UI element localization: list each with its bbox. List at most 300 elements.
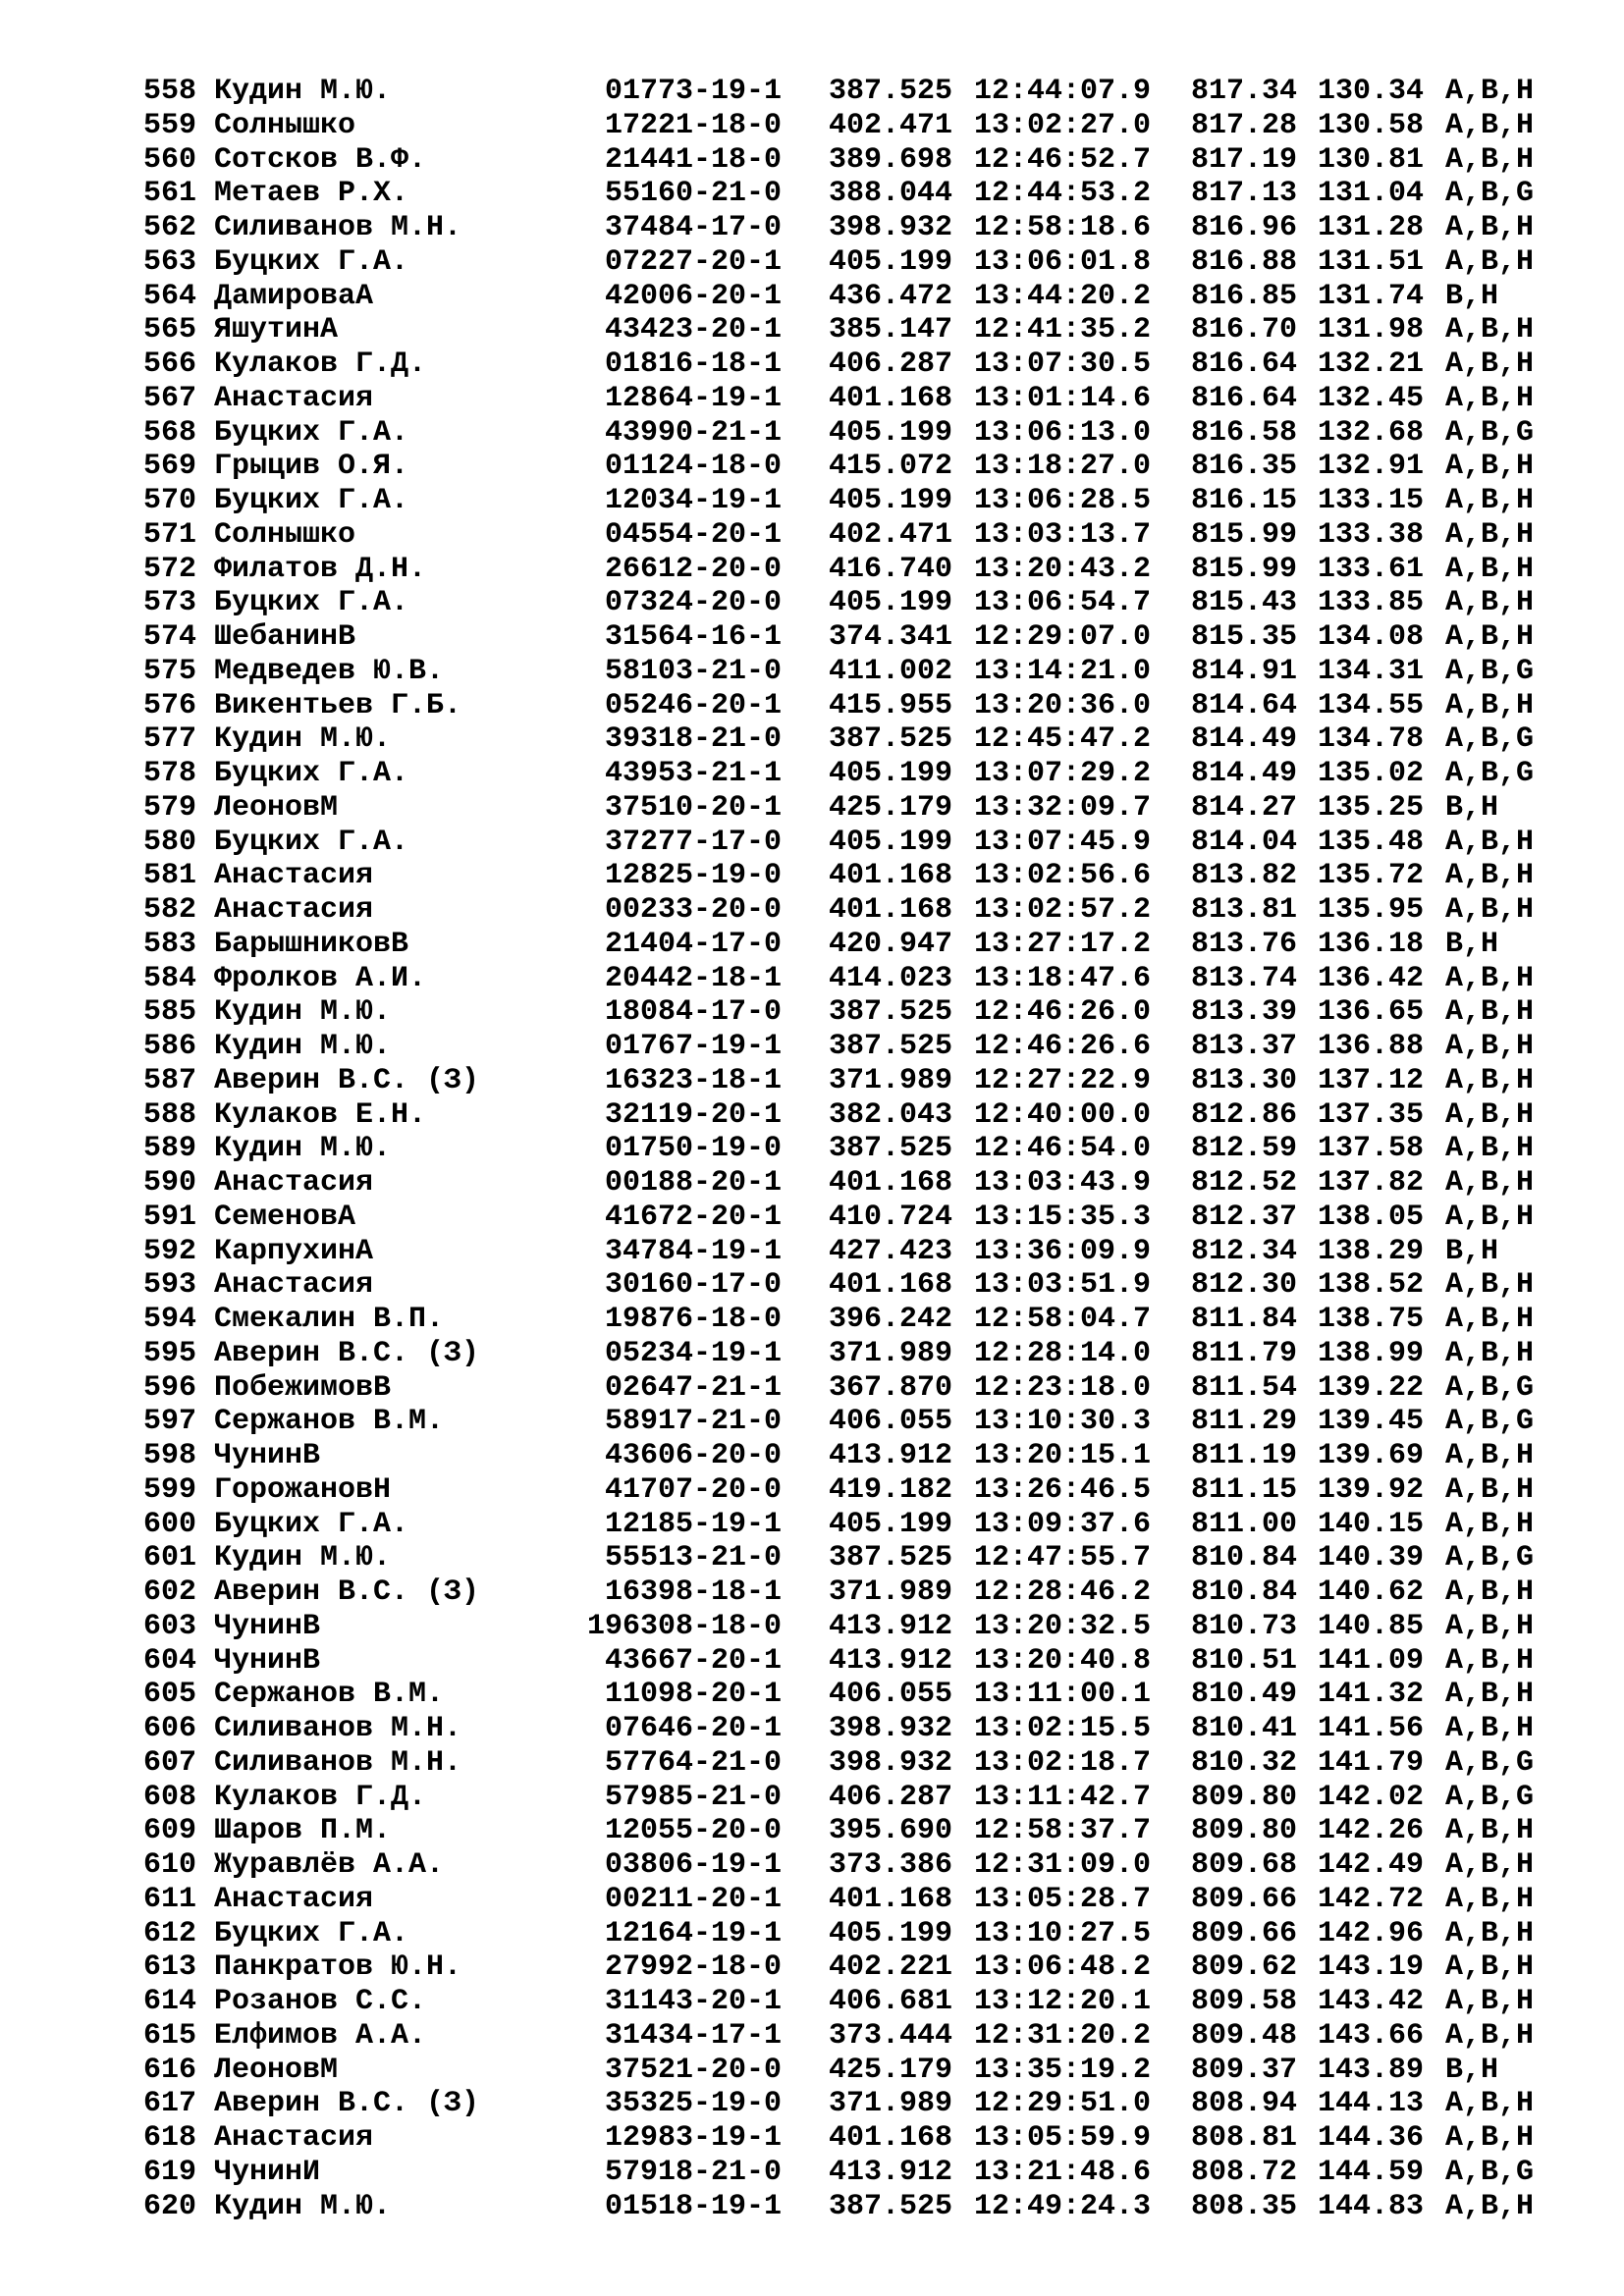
coefficient-value: 138.05 <box>1318 1200 1425 1234</box>
fancier-name: Аверин В.С. (З) <box>214 2087 480 2121</box>
distance-km: 398.932 <box>829 1745 953 1780</box>
speed-value: 811.54 <box>1191 1370 1298 1405</box>
fancier-name: Буцких Г.А. <box>214 825 409 859</box>
ring-number: 05234-19-1 <box>604 1336 782 1370</box>
fancier-name: Анастасия <box>214 1268 374 1303</box>
arrival-time: 13:06:54.7 <box>974 586 1152 620</box>
place-number: 615 <box>143 2018 197 2053</box>
ring-number: 21441-18-0 <box>604 142 782 177</box>
category-tags: B,H <box>1445 927 1499 961</box>
distance-km: 420.947 <box>829 927 953 961</box>
arrival-time: 13:20:43.2 <box>974 552 1152 586</box>
fancier-name: Сержанов В.М. <box>214 1405 445 1439</box>
arrival-time: 12:23:18.0 <box>974 1370 1152 1405</box>
category-tags: A,B,G <box>1445 415 1535 450</box>
ring-number: 16398-18-1 <box>604 1575 782 1609</box>
place-number: 560 <box>143 142 197 177</box>
category-tags: A,B,H <box>1445 1268 1535 1303</box>
coefficient-value: 139.69 <box>1318 1439 1425 1472</box>
distance-km: 402.221 <box>829 1950 953 1985</box>
coefficient-value: 136.65 <box>1318 995 1425 1030</box>
category-tags: A,B,G <box>1445 722 1535 757</box>
ring-number: 32119-20-1 <box>604 1097 782 1132</box>
distance-km: 405.199 <box>829 415 953 450</box>
category-tags: A,B,G <box>1445 654 1535 688</box>
coefficient-value: 138.99 <box>1318 1336 1425 1370</box>
fancier-name: Сержанов В.М. <box>214 1678 445 1712</box>
category-tags: A,B,H <box>1445 1336 1535 1370</box>
arrival-time: 13:02:56.6 <box>974 859 1152 893</box>
fancier-name: Анастасия <box>214 893 374 927</box>
ring-number: 12034-19-1 <box>604 484 782 517</box>
place-number: 564 <box>143 279 197 313</box>
coefficient-value: 133.38 <box>1318 517 1425 552</box>
ring-number: 19876-18-0 <box>604 1303 782 1336</box>
arrival-time: 13:11:00.1 <box>974 1678 1152 1712</box>
ring-number: 42006-20-1 <box>604 279 782 313</box>
place-number: 584 <box>143 961 197 995</box>
ring-number: 07227-20-1 <box>604 244 782 279</box>
fancier-name: Сотсков В.Ф. <box>214 142 427 177</box>
category-tags: A,B,H <box>1445 1166 1535 1200</box>
category-tags: A,B,H <box>1445 1950 1535 1985</box>
place-number: 609 <box>143 1814 197 1848</box>
place-number: 587 <box>143 1063 197 1097</box>
fancier-name: Метаев Р.Х. <box>214 177 409 211</box>
coefficient-value: 136.18 <box>1318 927 1425 961</box>
arrival-time: 13:18:27.0 <box>974 450 1152 484</box>
distance-km: 387.525 <box>829 75 953 108</box>
coefficient-value: 140.62 <box>1318 1575 1425 1609</box>
distance-km: 405.199 <box>829 1507 953 1541</box>
speed-value: 813.76 <box>1191 927 1298 961</box>
fancier-name: Кулаков Е.Н. <box>214 1097 427 1132</box>
arrival-time: 13:07:30.5 <box>974 347 1152 381</box>
ring-number: 37510-20-1 <box>604 790 782 825</box>
distance-km: 413.912 <box>829 1609 953 1643</box>
distance-km: 398.932 <box>829 211 953 244</box>
distance-km: 405.199 <box>829 484 953 517</box>
arrival-time: 13:12:20.1 <box>974 1985 1152 2018</box>
arrival-time: 13:01:14.6 <box>974 381 1152 415</box>
coefficient-value: 130.34 <box>1318 75 1425 108</box>
distance-km: 371.989 <box>829 1336 953 1370</box>
ring-number: 31143-20-1 <box>604 1985 782 2018</box>
place-number: 574 <box>143 620 197 654</box>
ring-number: 37484-17-0 <box>604 211 782 244</box>
category-tags: A,B,H <box>1445 825 1535 859</box>
ring-number: 20442-18-1 <box>604 961 782 995</box>
coefficient-value: 141.32 <box>1318 1678 1425 1712</box>
place-number: 594 <box>143 1303 197 1336</box>
speed-value: 812.34 <box>1191 1234 1298 1268</box>
arrival-time: 13:21:48.6 <box>974 2155 1152 2189</box>
arrival-time: 13:20:40.8 <box>974 1643 1152 1678</box>
arrival-time: 12:27:22.9 <box>974 1063 1152 1097</box>
ring-number: 55160-21-0 <box>604 177 782 211</box>
category-tags: A,B,H <box>1445 859 1535 893</box>
coefficient-value: 138.52 <box>1318 1268 1425 1303</box>
speed-value: 808.81 <box>1191 2121 1298 2155</box>
category-tags: A,B,H <box>1445 995 1535 1030</box>
category-tags: A,B,G <box>1445 2155 1535 2189</box>
coefficient-value: 144.13 <box>1318 2087 1425 2121</box>
fancier-name: Викентьев Г.Б. <box>214 688 462 722</box>
speed-value: 813.39 <box>1191 995 1298 1030</box>
arrival-time: 12:31:09.0 <box>974 1848 1152 1882</box>
speed-value: 816.88 <box>1191 244 1298 279</box>
fancier-name: Буцких Г.А. <box>214 484 409 517</box>
coefficient-value: 139.92 <box>1318 1472 1425 1507</box>
place-number: 579 <box>143 790 197 825</box>
category-tags: A,B,H <box>1445 1882 1535 1916</box>
category-tags: A,B,G <box>1445 177 1535 211</box>
arrival-time: 12:40:00.0 <box>974 1097 1152 1132</box>
coefficient-value: 132.91 <box>1318 450 1425 484</box>
category-tags: A,B,H <box>1445 1097 1535 1132</box>
place-number: 620 <box>143 2189 197 2223</box>
coefficient-value: 135.48 <box>1318 825 1425 859</box>
coefficient-value: 131.98 <box>1318 313 1425 347</box>
category-tags: A,B,H <box>1445 2087 1535 2121</box>
distance-km: 416.740 <box>829 552 953 586</box>
arrival-time: 13:02:15.5 <box>974 1712 1152 1745</box>
coefficient-value: 133.15 <box>1318 484 1425 517</box>
speed-value: 810.32 <box>1191 1745 1298 1780</box>
category-tags: A,B,H <box>1445 893 1535 927</box>
speed-value: 814.49 <box>1191 757 1298 790</box>
speed-value: 813.37 <box>1191 1030 1298 1063</box>
speed-value: 811.19 <box>1191 1439 1298 1472</box>
category-tags: A,B,H <box>1445 1985 1535 2018</box>
place-number: 573 <box>143 586 197 620</box>
ring-number: 18084-17-0 <box>604 995 782 1030</box>
ring-number: 27992-18-0 <box>604 1950 782 1985</box>
place-number: 607 <box>143 1745 197 1780</box>
category-tags: A,B,H <box>1445 1132 1535 1166</box>
arrival-time: 13:03:13.7 <box>974 517 1152 552</box>
arrival-time: 12:28:14.0 <box>974 1336 1152 1370</box>
category-tags: A,B,H <box>1445 2018 1535 2053</box>
fancier-name: Фролков А.И. <box>214 961 427 995</box>
ring-number: 00211-20-1 <box>604 1882 782 1916</box>
coefficient-value: 136.88 <box>1318 1030 1425 1063</box>
distance-km: 406.287 <box>829 1780 953 1814</box>
coefficient-value: 144.83 <box>1318 2189 1425 2223</box>
place-number: 581 <box>143 859 197 893</box>
arrival-time: 12:46:26.0 <box>974 995 1152 1030</box>
ring-number: 01518-19-1 <box>604 2189 782 2223</box>
arrival-time: 13:05:28.7 <box>974 1882 1152 1916</box>
coefficient-value: 143.89 <box>1318 2053 1425 2087</box>
fancier-name: Кудин М.Ю. <box>214 1541 392 1575</box>
category-tags: B,H <box>1445 279 1499 313</box>
place-number: 561 <box>143 177 197 211</box>
coefficient-value: 142.72 <box>1318 1882 1425 1916</box>
category-tags: A,B,H <box>1445 688 1535 722</box>
distance-km: 373.386 <box>829 1848 953 1882</box>
fancier-name: Аверин В.С. (З) <box>214 1575 480 1609</box>
arrival-time: 13:02:18.7 <box>974 1745 1152 1780</box>
arrival-time: 13:35:19.2 <box>974 2053 1152 2087</box>
speed-value: 809.62 <box>1191 1950 1298 1985</box>
distance-km: 398.932 <box>829 1712 953 1745</box>
ring-number: 12185-19-1 <box>604 1507 782 1541</box>
category-tags: A,B,G <box>1445 1745 1535 1780</box>
distance-km: 405.199 <box>829 1916 953 1950</box>
coefficient-value: 141.56 <box>1318 1712 1425 1745</box>
place-number: 577 <box>143 722 197 757</box>
distance-km: 413.912 <box>829 1439 953 1472</box>
coefficient-value: 132.45 <box>1318 381 1425 415</box>
arrival-time: 13:02:27.0 <box>974 108 1152 142</box>
arrival-time: 13:27:17.2 <box>974 927 1152 961</box>
place-number: 586 <box>143 1030 197 1063</box>
speed-value: 814.64 <box>1191 688 1298 722</box>
ring-number: 12983-19-1 <box>604 2121 782 2155</box>
coefficient-value: 134.31 <box>1318 654 1425 688</box>
fancier-name: Шаров П.М. <box>214 1814 392 1848</box>
ring-number: 01816-18-1 <box>604 347 782 381</box>
distance-km: 410.724 <box>829 1200 953 1234</box>
category-tags: A,B,H <box>1445 586 1535 620</box>
coefficient-value: 144.59 <box>1318 2155 1425 2189</box>
place-number: 589 <box>143 1132 197 1166</box>
coefficient-value: 137.12 <box>1318 1063 1425 1097</box>
fancier-name: Кудин М.Ю. <box>214 1132 392 1166</box>
ring-number: 31434-17-1 <box>604 2018 782 2053</box>
speed-value: 809.80 <box>1191 1780 1298 1814</box>
arrival-time: 12:46:26.6 <box>974 1030 1152 1063</box>
speed-value: 817.19 <box>1191 142 1298 177</box>
ring-number: 11098-20-1 <box>604 1678 782 1712</box>
place-number: 601 <box>143 1541 197 1575</box>
arrival-time: 13:32:09.7 <box>974 790 1152 825</box>
speed-value: 809.66 <box>1191 1882 1298 1916</box>
arrival-time: 12:28:46.2 <box>974 1575 1152 1609</box>
arrival-time: 13:20:32.5 <box>974 1609 1152 1643</box>
arrival-time: 13:10:30.3 <box>974 1405 1152 1439</box>
coefficient-value: 137.58 <box>1318 1132 1425 1166</box>
distance-km: 406.055 <box>829 1678 953 1712</box>
arrival-time: 13:44:20.2 <box>974 279 1152 313</box>
fancier-name: БарышниковВ <box>214 927 409 961</box>
place-number: 566 <box>143 347 197 381</box>
ring-number: 01750-19-0 <box>604 1132 782 1166</box>
coefficient-value: 135.02 <box>1318 757 1425 790</box>
ring-number: 17221-18-0 <box>604 108 782 142</box>
distance-km: 387.525 <box>829 1541 953 1575</box>
speed-value: 815.99 <box>1191 517 1298 552</box>
place-number: 619 <box>143 2155 197 2189</box>
speed-value: 809.80 <box>1191 1814 1298 1848</box>
speed-value: 816.58 <box>1191 415 1298 450</box>
category-tags: A,B,H <box>1445 108 1535 142</box>
speed-value: 812.59 <box>1191 1132 1298 1166</box>
arrival-time: 13:06:48.2 <box>974 1950 1152 1985</box>
place-number: 591 <box>143 1200 197 1234</box>
ring-number: 00188-20-1 <box>604 1166 782 1200</box>
category-tags: A,B,G <box>1445 1370 1535 1405</box>
fancier-name: Анастасия <box>214 1166 374 1200</box>
coefficient-value: 132.68 <box>1318 415 1425 450</box>
place-number: 559 <box>143 108 197 142</box>
ring-number: 37277-17-0 <box>604 825 782 859</box>
coefficient-value: 133.85 <box>1318 586 1425 620</box>
distance-km: 382.043 <box>829 1097 953 1132</box>
distance-km: 406.681 <box>829 1985 953 2018</box>
category-tags: A,B,H <box>1445 1507 1535 1541</box>
fancier-name: Кудин М.Ю. <box>214 722 392 757</box>
coefficient-value: 139.22 <box>1318 1370 1425 1405</box>
fancier-name: Солнышко <box>214 108 356 142</box>
category-tags: A,B,H <box>1445 1303 1535 1336</box>
place-number: 593 <box>143 1268 197 1303</box>
place-number: 563 <box>143 244 197 279</box>
speed-value: 810.84 <box>1191 1541 1298 1575</box>
fancier-name: Анастасия <box>214 2121 374 2155</box>
arrival-time: 12:45:47.2 <box>974 722 1152 757</box>
place-number: 613 <box>143 1950 197 1985</box>
category-tags: A,B,H <box>1445 1916 1535 1950</box>
distance-km: 406.055 <box>829 1405 953 1439</box>
category-tags: B,H <box>1445 1234 1499 1268</box>
place-number: 565 <box>143 313 197 347</box>
coefficient-value: 141.79 <box>1318 1745 1425 1780</box>
speed-value: 808.94 <box>1191 2087 1298 2121</box>
place-number: 588 <box>143 1097 197 1132</box>
speed-value: 817.28 <box>1191 108 1298 142</box>
coefficient-value: 130.58 <box>1318 108 1425 142</box>
category-tags: A,B,H <box>1445 1063 1535 1097</box>
arrival-time: 12:58:37.7 <box>974 1814 1152 1848</box>
speed-value: 815.99 <box>1191 552 1298 586</box>
fancier-name: Анастасия <box>214 1882 374 1916</box>
fancier-name: ЛеоновМ <box>214 2053 339 2087</box>
distance-km: 387.525 <box>829 2189 953 2223</box>
distance-km: 402.471 <box>829 517 953 552</box>
distance-km: 371.989 <box>829 1575 953 1609</box>
arrival-time: 12:46:52.7 <box>974 142 1152 177</box>
arrival-time: 13:03:43.9 <box>974 1166 1152 1200</box>
arrival-time: 13:26:46.5 <box>974 1472 1152 1507</box>
place-number: 604 <box>143 1643 197 1678</box>
fancier-name: Буцких Г.А. <box>214 415 409 450</box>
distance-km: 388.044 <box>829 177 953 211</box>
coefficient-value: 141.09 <box>1318 1643 1425 1678</box>
ring-number: 12055-20-0 <box>604 1814 782 1848</box>
speed-value: 809.66 <box>1191 1916 1298 1950</box>
arrival-time: 12:44:53.2 <box>974 177 1152 211</box>
place-number: 612 <box>143 1916 197 1950</box>
distance-km: 415.072 <box>829 450 953 484</box>
speed-value: 811.29 <box>1191 1405 1298 1439</box>
category-tags: A,B,G <box>1445 1780 1535 1814</box>
ring-number: 58917-21-0 <box>604 1405 782 1439</box>
speed-value: 817.34 <box>1191 75 1298 108</box>
ring-number: 196308-18-0 <box>586 1609 782 1643</box>
category-tags: A,B,H <box>1445 620 1535 654</box>
ring-number: 12864-19-1 <box>604 381 782 415</box>
ring-number: 58103-21-0 <box>604 654 782 688</box>
distance-km: 405.199 <box>829 825 953 859</box>
speed-value: 816.15 <box>1191 484 1298 517</box>
ring-number: 07646-20-1 <box>604 1712 782 1745</box>
speed-value: 810.84 <box>1191 1575 1298 1609</box>
place-number: 611 <box>143 1882 197 1916</box>
arrival-time: 13:20:36.0 <box>974 688 1152 722</box>
fancier-name: Грыцив О.Я. <box>214 450 409 484</box>
arrival-time: 13:05:59.9 <box>974 2121 1152 2155</box>
speed-value: 816.85 <box>1191 279 1298 313</box>
distance-km: 419.182 <box>829 1472 953 1507</box>
arrival-time: 12:58:18.6 <box>974 211 1152 244</box>
category-tags: A,B,H <box>1445 2121 1535 2155</box>
ring-number: 07324-20-0 <box>604 586 782 620</box>
place-number: 558 <box>143 75 197 108</box>
ring-number: 39318-21-0 <box>604 722 782 757</box>
coefficient-value: 143.66 <box>1318 2018 1425 2053</box>
arrival-time: 13:14:21.0 <box>974 654 1152 688</box>
fancier-name: Кулаков Г.Д. <box>214 1780 427 1814</box>
speed-value: 808.35 <box>1191 2189 1298 2223</box>
fancier-name: Филатов Д.Н. <box>214 552 427 586</box>
fancier-name: Буцких Г.А. <box>214 1916 409 1950</box>
category-tags: A,B,G <box>1445 1405 1535 1439</box>
speed-value: 810.73 <box>1191 1609 1298 1643</box>
category-tags: A,B,H <box>1445 1814 1535 1848</box>
coefficient-value: 142.26 <box>1318 1814 1425 1848</box>
ring-number: 57918-21-0 <box>604 2155 782 2189</box>
fancier-name: ЧунинВ <box>214 1439 321 1472</box>
fancier-name: Кудин М.Ю. <box>214 75 392 108</box>
ring-number: 57764-21-0 <box>604 1745 782 1780</box>
distance-km: 401.168 <box>829 381 953 415</box>
speed-value: 810.51 <box>1191 1643 1298 1678</box>
coefficient-value: 137.82 <box>1318 1166 1425 1200</box>
arrival-time: 13:06:13.0 <box>974 415 1152 450</box>
fancier-name: ШебанинВ <box>214 620 356 654</box>
speed-value: 811.15 <box>1191 1472 1298 1507</box>
coefficient-value: 144.36 <box>1318 2121 1425 2155</box>
fancier-name: Медведев Ю.В. <box>214 654 445 688</box>
place-number: 576 <box>143 688 197 722</box>
category-tags: A,B,H <box>1445 1030 1535 1063</box>
place-number: 578 <box>143 757 197 790</box>
category-tags: A,B,H <box>1445 1609 1535 1643</box>
arrival-time: 13:09:37.6 <box>974 1507 1152 1541</box>
distance-km: 411.002 <box>829 654 953 688</box>
category-tags: A,B,H <box>1445 1472 1535 1507</box>
speed-value: 814.49 <box>1191 722 1298 757</box>
arrival-time: 12:58:04.7 <box>974 1303 1152 1336</box>
fancier-name: ЛеоновМ <box>214 790 339 825</box>
speed-value: 817.13 <box>1191 177 1298 211</box>
ring-number: 26612-20-0 <box>604 552 782 586</box>
fancier-name: Розанов С.С. <box>214 1985 427 2018</box>
place-number: 605 <box>143 1678 197 1712</box>
category-tags: A,B,H <box>1445 1678 1535 1712</box>
coefficient-value: 143.19 <box>1318 1950 1425 1985</box>
arrival-time: 13:06:01.8 <box>974 244 1152 279</box>
fancier-name: Журавлёв А.А. <box>214 1848 445 1882</box>
ring-number: 37521-20-0 <box>604 2053 782 2087</box>
place-number: 603 <box>143 1609 197 1643</box>
speed-value: 809.68 <box>1191 1848 1298 1882</box>
ring-number: 55513-21-0 <box>604 1541 782 1575</box>
place-number: 567 <box>143 381 197 415</box>
speed-value: 811.79 <box>1191 1336 1298 1370</box>
